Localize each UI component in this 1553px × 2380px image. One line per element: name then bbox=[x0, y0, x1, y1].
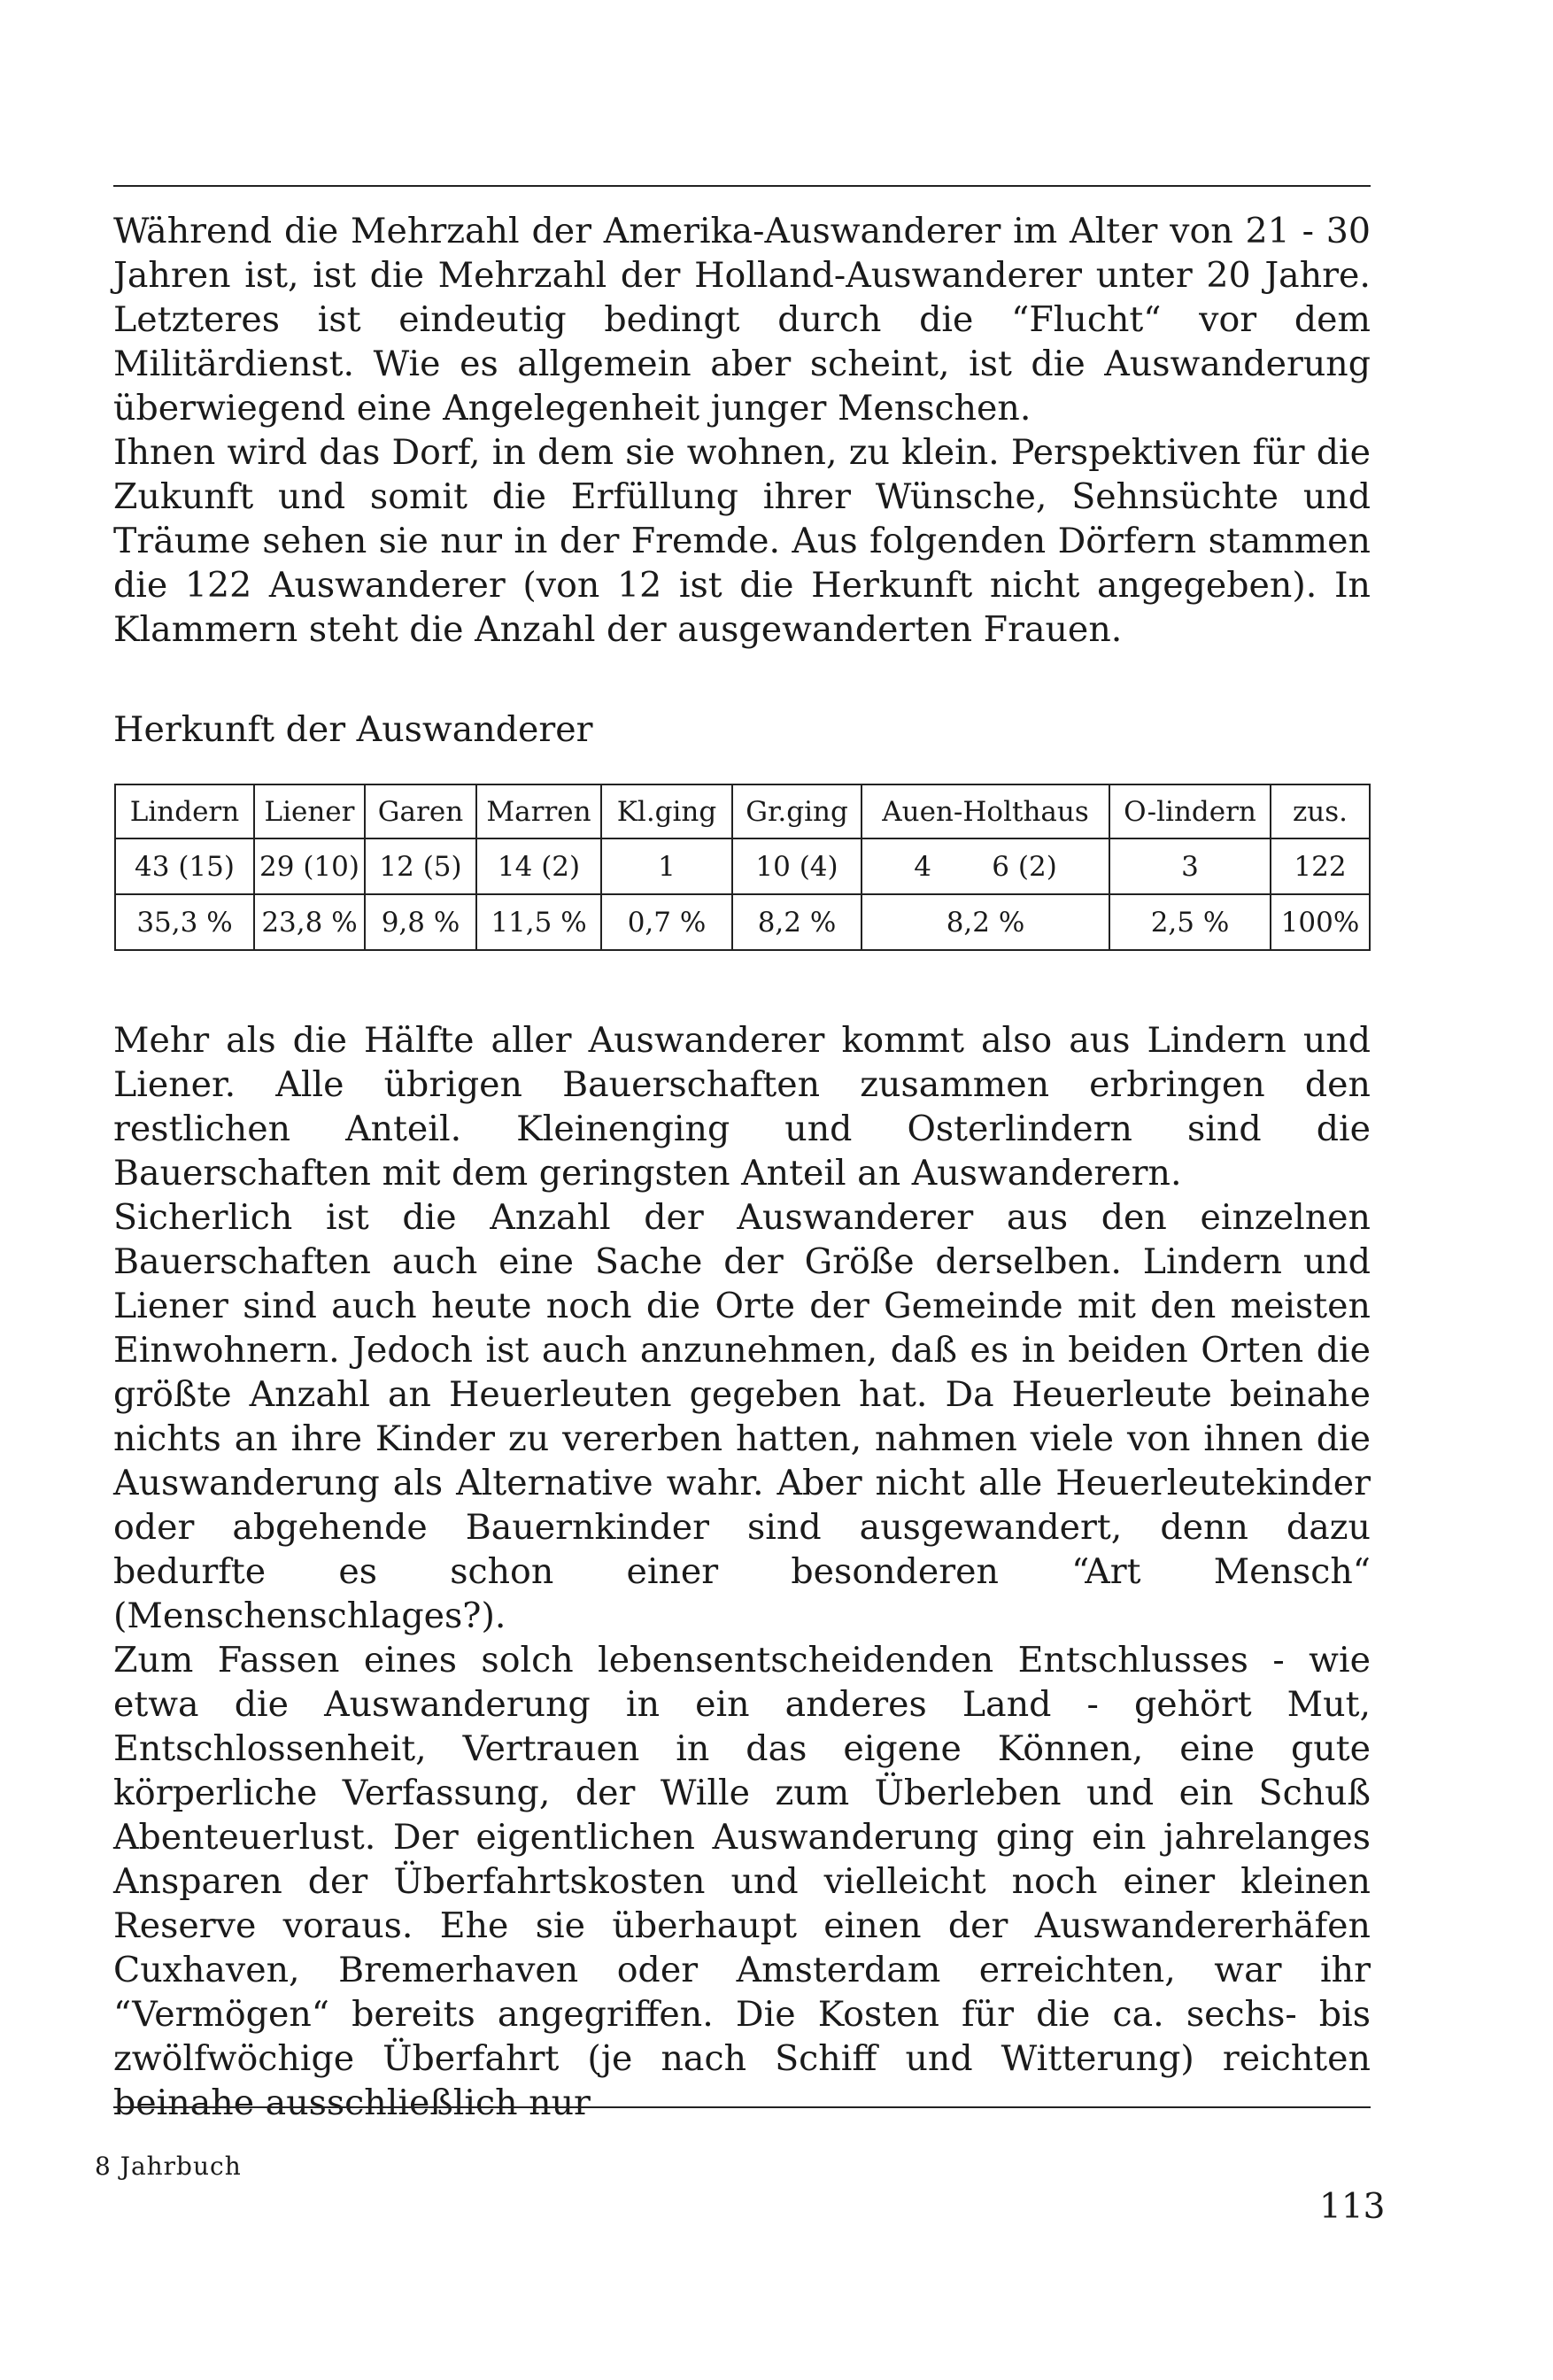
holthaus-count: 6 (2) bbox=[992, 850, 1057, 883]
table-cell: 43 (15) bbox=[115, 838, 254, 894]
table-header-cell: Garen bbox=[365, 784, 476, 838]
table-header-cell: Marren bbox=[476, 784, 601, 838]
table-cell: 9,8 % bbox=[365, 894, 476, 950]
table-header-cell: O-lindern bbox=[1109, 784, 1271, 838]
table-cell: 100% bbox=[1271, 894, 1370, 950]
table-cell: 14 (2) bbox=[476, 838, 601, 894]
table-cell-split bbox=[861, 838, 1109, 894]
origin-table bbox=[114, 784, 1371, 951]
table-cell: 10 (4) bbox=[732, 838, 861, 894]
table-cell: 1 bbox=[601, 838, 732, 894]
table-cell: 8,2 % bbox=[861, 894, 1109, 950]
signature-mark: 8 Jahrbuch bbox=[95, 2152, 242, 2181]
table-cell: 23,8 % bbox=[254, 894, 365, 950]
paragraph: Mehr als die Hälfte aller Auswanderer kommt also aus Lindern und Liener. Alle übrigen Bauerschaften zusammen erbringen den restlichen Anteil. Kleinenging und Osterlindern sind die Bauerschaften mit dem geringsten Anteil an Auswanderern. bbox=[113, 1020, 1371, 1194]
table-cell: 0,7 % bbox=[601, 894, 732, 950]
auen-count: 4 bbox=[914, 850, 931, 883]
table-header-cell: zus. bbox=[1271, 784, 1370, 838]
table-header-cell: Gr.ging bbox=[732, 784, 861, 838]
main-text bbox=[113, 1018, 1371, 2125]
table-title: Herkunft der Auswanderer bbox=[113, 709, 593, 750]
paragraph: Zum Fassen eines solch lebensentscheidenden Entschlusses - wie etwa die Auswanderung in ein anderes Land - gehört Mut, Entschlossenheit, Vertrauen in das eigene Können, eine gute körperliche Verfassung, der Wille zum Überleben und ein Schuß Abenteuerlust. Der eigentlichen Auswanderung ging ein jahrelanges Ansparen der Überfahrtskosten und vielleicht noch einer kleinen Reserve voraus. Ehe sie überhaupt einen der Auswandererhäfen Cuxhaven, Bremerhaven oder Amsterdam erreichten, war ihr “Vermögen“ bereits angegriffen. Die Kosten für die ca. sechs- bis zwölfwöchige Überfahrt (je nach Schiff und Witterung) reichten beinahe ausschließlich nur bbox=[113, 1640, 1371, 2123]
table-header-cell: Kl.ging bbox=[601, 784, 732, 838]
paragraph: Während die Mehrzahl der Amerika-Auswanderer im Alter von 21 - 30 Jahren ist, ist die Mehrzahl der Holland-Auswanderer unter 20 Jahre. Letzteres ist eindeutig bedingt durch die “Flucht“ vor dem Militärdienst. Wie es allgemein aber scheint, ist die Auswanderung überwiegend eine Angelegenheit junger Menschen. bbox=[113, 211, 1371, 429]
table-header-row bbox=[115, 784, 1370, 838]
table-header-cell: Lindern bbox=[115, 784, 254, 838]
table-row-percents bbox=[115, 894, 1370, 950]
table-row-counts bbox=[115, 838, 1370, 894]
table-cell: 35,3 % bbox=[115, 894, 254, 950]
table-cell: 2,5 % bbox=[1109, 894, 1271, 950]
table-cell: 11,5 % bbox=[476, 894, 601, 950]
intro-text bbox=[113, 209, 1371, 652]
table-header-cell: Auen-Holthaus bbox=[861, 784, 1109, 838]
paragraph: Sicherlich ist die Anzahl der Auswanderer aus den einzelnen Bauerschaften auch eine Sache der Größe derselben. Lindern und Liener sind auch heute noch die Orte der Gemeinde mit den meisten Einwohnern. Jedoch ist auch anzunehmen, daß es in beiden Orten die größte Anzahl an Heuerleuten gegeben hat. Da Heuerleute beinahe nichts an ihre Kinder zu vererben hatten, nahmen viele von ihnen die Auswanderung als Alternative wahr. Aber nicht alle Heuerleutekinder oder abgehende Bauernkinder sind ausgewandert, denn dazu bedurfte es schon einer besonderen “Art Mensch“ (Menschenschlages?). bbox=[113, 1197, 1371, 1636]
table-cell: 122 bbox=[1271, 838, 1370, 894]
table-cell: 12 (5) bbox=[365, 838, 476, 894]
table-header-cell: Liener bbox=[254, 784, 365, 838]
table-cell: 8,2 % bbox=[732, 894, 861, 950]
bottom-rule bbox=[113, 2106, 1371, 2108]
table-cell: 3 bbox=[1109, 838, 1271, 894]
paragraph: Ihnen wird das Dorf, in dem sie wohnen, zu klein. Perspektiven für die Zukunft und somit die Erfüllung ihrer Wünsche, Sehnsüchte und Träume sehen sie nur in der Fremde. Aus folgenden Dörfern stammen die 122 Auswanderer (von 12 ist die Herkunft nicht angegeben). In Klammern steht die Anzahl der ausgewanderten Frauen. bbox=[113, 432, 1371, 650]
page-number: 113 bbox=[1319, 2187, 1386, 2227]
top-rule bbox=[113, 185, 1371, 187]
table-cell: 29 (10) bbox=[254, 838, 365, 894]
